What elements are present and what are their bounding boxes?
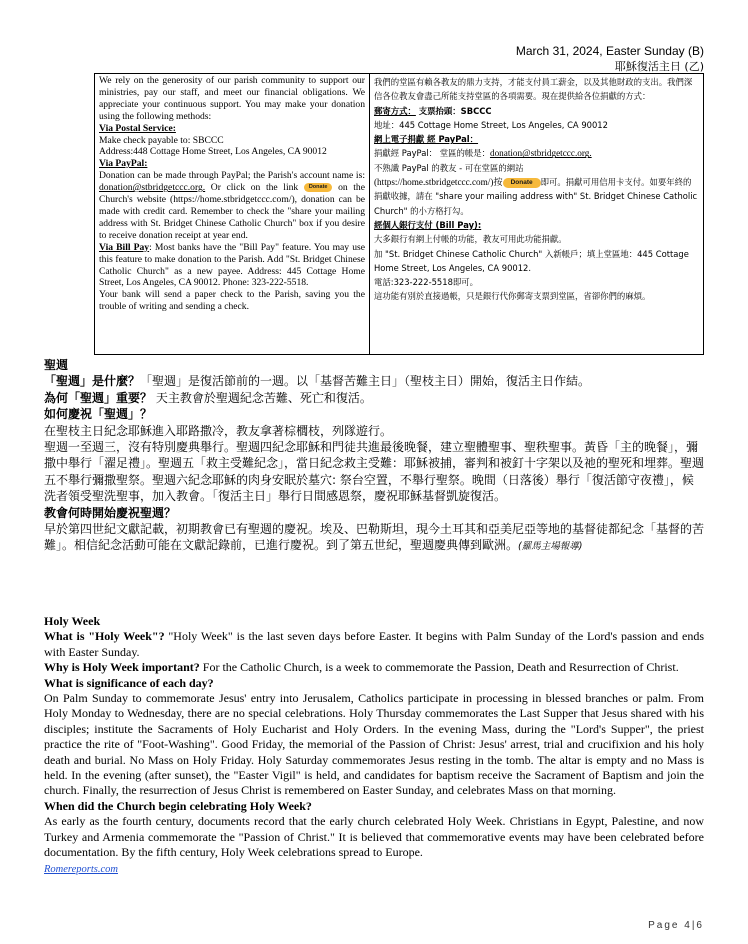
paypal-text-cn: 捐獻經 PayPal： 堂區的帳是： bbox=[374, 148, 490, 159]
paypal-url-cn[interactable]: (https://home.stbridgetccc.com/)按 bbox=[374, 177, 503, 188]
holy-week-en-a3: On Palm Sunday to commemorate Jesus' entry into Jerusalem, Catholics participate in processing in blessed branches or palm. From Holy Monday to Wednesday, there are no special celebrations. Holy Thursday commemorates the Last Supper that Jesus shared with his disciples; institute the Sacraments of Holy Eucharist and Holy Orders. In the evening Mass, during the "Lord's Supper", the priest practice the rite of "Foot-Washing". Good Friday, the memorial of the Passion of Christ: Jesus' arrest, trial and crucifixion and his holy death and burial. No Mass on Holy Friday. Holy Saturday commemorates Jesus resting in the tomb. The altar is empty and no Mass is held. In the evening (after sunset), the "Easter Vigil" is held, and candidates for baptism receive the Sacrament of Baptism and join the church. Finally, the resurrection of Jesus Christ is remembered on Easter Sunday, and celebrates Mass on that morning. bbox=[44, 691, 704, 798]
header-date: March 31, 2024, Easter Sunday (B) bbox=[515, 44, 704, 58]
holy-week-cn-q1-paragraph bbox=[44, 373, 704, 389]
donation-english-column bbox=[95, 74, 370, 354]
holy-week-en-q1: What is "Holy Week"? bbox=[44, 629, 165, 644]
billpay-heading-cn: 經個人銀行支付 (Bill Pay): bbox=[374, 219, 482, 230]
postal-address-en: Address:448 Cottage Home Street, Los Angeles, CA 90012 bbox=[99, 146, 327, 158]
billpay-phone-cn: 電話:323-222-5518即可。 bbox=[374, 277, 479, 288]
holy-week-cn-a3b: 聖週一至週三，沒有特別慶典舉行。聖週四紀念耶穌和門徒共進最後晚餐，建立聖體聖事、聖秩聖事。黃昏「主的晚餐」，彌撒中舉行「濯足禮」。聖週五「救主受難紀念」，當日紀念救主受難：耶穌被捕，審判和被釘十字架以及祂的聖死和埋葬。聖週五不舉行彌撒聖祭。聖週六紀念耶穌的肉身安眠於墓穴: 祭台空置，不舉行聖祭。晚間（日落後）舉行「復活節守夜禮」，候洗者領受聖洗聖事，加入教會。「復活主日」舉行日間感恩祭，慶祝耶穌基督凱旋復活。 bbox=[44, 440, 705, 504]
postal-payable-en: Make check payable to: SBCCC bbox=[99, 134, 224, 146]
header-chinese-title: 耶穌復活主日 (乙) bbox=[614, 60, 704, 73]
holy-week-cn-title: 聖週 bbox=[44, 358, 69, 372]
paypal-text2-en: Or click on the link bbox=[205, 182, 304, 194]
holy-week-cn-a4-paragraph bbox=[44, 521, 704, 556]
holy-week-english-section bbox=[44, 614, 704, 877]
donation-chinese-column bbox=[370, 74, 703, 354]
holy-week-en-title: Holy Week bbox=[44, 614, 101, 628]
holy-week-cn-a4: 早於第四世紀文獻記載，初期教會已有聖週的慶祝。埃及、巴勒斯坦，現今土耳其和亞美尼亞等地的基督徒都紀念「基督的苦難」。相信紀念活動可能在文獻記錄前，已進行慶祝。到了第五世紀，聖週慶典傳到歐洲。 bbox=[44, 522, 705, 553]
postal-address-cn: 地址：445 Cottage Home Street, Los Angeles, CA 90012 bbox=[374, 119, 608, 130]
donation-intro-en: We rely on the generosity of our parish community to support our ministries, pay our staff, and meet our financial obligations. We appreciate your continuous support. You may make your donation using the following methods: bbox=[99, 75, 365, 122]
holy-week-en-q3: What is significance of each day? bbox=[44, 675, 214, 690]
holy-week-en-q2-paragraph bbox=[44, 660, 704, 675]
donate-button-en[interactable]: Donate bbox=[304, 183, 333, 192]
postal-heading-cn: 郵寄方式： bbox=[374, 105, 416, 116]
billpay-text1-cn: 大多銀行有網上付帳的功能，教友可用此功能捐獻。 bbox=[374, 234, 567, 245]
holy-week-en-q2: Why is Holy Week important? bbox=[44, 660, 200, 675]
holy-week-cn-q2-paragraph bbox=[44, 390, 704, 406]
paypal-heading-en: Via PayPal: bbox=[99, 158, 148, 170]
holy-week-chinese-section bbox=[44, 357, 704, 556]
paypal-email-en[interactable]: donation@stbridgetccc.org. bbox=[99, 182, 206, 194]
holy-week-en-a4: As early as the fourth century, documents record that the early church celebrated Holy Week. Christians in Egypt, Palestine, and now Turkey and Armenia commemorate the "Passion of Christ." It is believed that commemorative events may have been celebrated before documentation. By the fifth century, Holy Week celebrations spread to Europe. bbox=[44, 814, 704, 860]
postal-check-cn: 支票抬頭：SBCCC bbox=[415, 105, 492, 116]
source-link[interactable]: Romereports.com bbox=[44, 863, 118, 875]
billpay-text-en: : Most banks have the "Bill Pay" feature. You may use this feature to make donation to the Parish. Add "St. Bridget Chinese Catholic Church" as a new payee. Address: 445 Cottage Home Street, Los Angeles, CA 90012. Phone: 323-222-5518. bbox=[99, 241, 365, 289]
billpay-heading-en: Via Bill Pay bbox=[99, 241, 150, 253]
holy-week-cn-a1: 「聖週」是復活節前的一週。以「基督苦難主日」（聖枝主日）開始，復活主日作結。 bbox=[140, 374, 591, 389]
paypal-text2-cn: 不熟識 PayPal 的教友 - 可在堂區的網站 bbox=[374, 162, 524, 173]
page-number: Page 4|6 bbox=[648, 920, 704, 931]
billpay-text2-en: Your bank will send a paper check to the Parish, saving you the trouble of writing and sending a check. bbox=[99, 289, 365, 313]
holy-week-en-a1: "Holy Week" is the last seven days before Easter. It begins with Palm Sunday of the Lord's passion and ends with Easter Sunday. bbox=[44, 629, 704, 659]
holy-week-cn-a3: 在聖枝主日紀念耶穌進入耶路撒冷，教友拿著棕櫚枝，列隊遊行。 bbox=[44, 423, 393, 438]
paypal-text-en: Donation can be made through PayPal; the Parish's account name is: bbox=[99, 170, 365, 182]
holy-week-en-q1-paragraph bbox=[44, 629, 704, 660]
holy-week-cn-q4: 教會何時開始慶祝聖週？ bbox=[44, 505, 177, 520]
donate-button-cn[interactable]: Donate bbox=[503, 178, 541, 188]
holy-week-cn-q1: 「聖週」是什麼？ bbox=[44, 374, 141, 389]
paypal-text3-en: on the Church's website (https://home.stbridgetccc.com/), donation can be made with credit card. Remember to check the "share your mailing address with St. Bridget Chinese Catholic Church" box if you desire to receive donation receipt at year end. bbox=[99, 182, 365, 241]
holy-week-en-q4: When did the Church begin celebrating Holy Week? bbox=[44, 798, 312, 813]
holy-week-cn-a2: 天主教會於聖週紀念苦難、死亡和復活。 bbox=[152, 390, 372, 405]
holy-week-cn-credit: (羅馬主場報導) bbox=[518, 541, 583, 553]
paypal-email-cn[interactable]: donation@stbridgetccc.org. bbox=[489, 148, 592, 159]
billpay-text2-cn: 加 "St. Bridget Chinese Catholic Church" 入新帳戶；填上堂區地：445 Cottage Home Street, Los Angeles, CA 90012. bbox=[374, 248, 689, 273]
postal-heading-en: Via Postal Service: bbox=[99, 122, 176, 134]
paypal-text3-cn: 即可。捐獻可用信用卡支付。如要年終的捐獻收據，請在 "share your mailing address with" St. Bridget Chinese Catholic Church" 的小方格打勾。 bbox=[374, 177, 698, 216]
holy-week-en-a2: For the Catholic Church, is a week to commemorate the Passion, Death and Resurrection of Christ. bbox=[199, 660, 679, 675]
holy-week-cn-q2: 為何「聖週」重要？ bbox=[44, 390, 153, 405]
billpay-text3-cn: 這功能有別於直接過帳，只是銀行代你郵寄支票到堂區，省卻你們的麻煩。 bbox=[374, 291, 651, 302]
donation-table bbox=[94, 73, 704, 355]
donation-intro-cn: 我們的堂區有賴各教友的鼎力支持，才能支付員工薪金，以及其他財政的支出。我們深信各位教友會盡己所能支持堂區的各項需要。現在提供給各位捐獻的方式： bbox=[374, 77, 693, 102]
paypal-heading-cn: 網上電子捐獻 經 PayPal： bbox=[374, 134, 479, 145]
holy-week-cn-q3: 如何慶祝「聖週」？ bbox=[44, 407, 153, 422]
